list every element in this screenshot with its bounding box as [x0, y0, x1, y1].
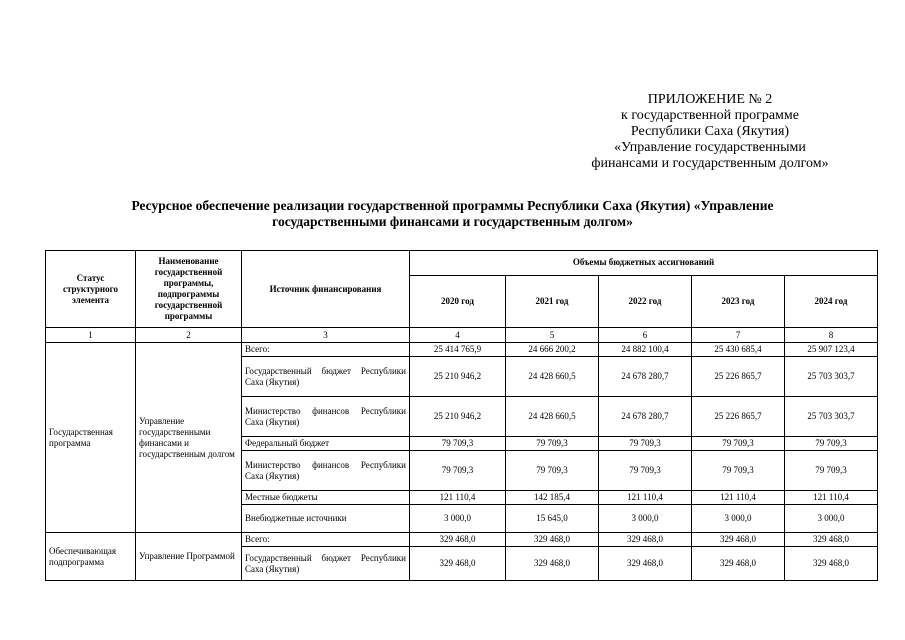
value-cell: 25 907 123,4: [785, 343, 878, 357]
header-year: 2024 год: [785, 275, 878, 327]
source-cell: Всего:: [242, 343, 410, 357]
value-cell: 329 468,0: [599, 533, 692, 547]
value-cell: 121 110,4: [599, 491, 692, 505]
appendix-line: Республики Саха (Якутия): [630, 124, 790, 139]
value-cell: 121 110,4: [785, 491, 878, 505]
value-cell: 79 709,3: [599, 451, 692, 491]
appendix-line: ПРИЛОЖЕНИЕ № 2: [647, 92, 773, 107]
document-title: [60, 198, 845, 230]
source-cell: Внебюджетные источники: [242, 505, 410, 533]
value-cell: 24 428 660,5: [506, 357, 599, 397]
header-year: 2023 год: [692, 275, 785, 327]
appendix-line: финансами и государственным долгом»: [591, 156, 829, 171]
title-line-1: Ресурсное обеспечение реализации государственной программы Республики Саха (Якутия) «Управление: [131, 198, 774, 213]
value-cell: 329 468,0: [506, 533, 599, 547]
value-cell: 79 709,3: [410, 437, 506, 451]
table-row: [46, 533, 878, 547]
resource-table: [45, 250, 878, 581]
value-cell: 25 226 865,7: [692, 357, 785, 397]
value-cell: 329 468,0: [599, 547, 692, 581]
source-cell: Государственный бюджет Республики Саха (Якутия): [242, 547, 410, 581]
column-number: 7: [692, 328, 785, 343]
value-cell: 25 210 946,2: [410, 397, 506, 437]
column-number: 2: [136, 328, 242, 343]
source-cell: Министерство финансов Республики Саха (Якутия): [242, 451, 410, 491]
value-cell: 24 666 200,2: [506, 343, 599, 357]
value-cell: 329 468,0: [410, 533, 506, 547]
value-cell: 24 678 280,7: [599, 357, 692, 397]
value-cell: 329 468,0: [692, 533, 785, 547]
column-number: 6: [599, 328, 692, 343]
value-cell: 24 882 100,4: [599, 343, 692, 357]
source-cell: Местные бюджеты: [242, 491, 410, 505]
column-number: 4: [410, 328, 506, 343]
column-number: 3: [242, 328, 410, 343]
appendix-header: [560, 92, 860, 172]
value-cell: 79 709,3: [599, 437, 692, 451]
value-cell: 79 709,3: [692, 451, 785, 491]
value-cell: 3 000,0: [785, 505, 878, 533]
header-name: Наименование государственной программы, подпрограммы государственной программы: [136, 251, 242, 328]
header-volumes: Объемы бюджетных ассигнований: [410, 251, 878, 276]
value-cell: 79 709,3: [692, 437, 785, 451]
value-cell: 25 703 303,7: [785, 397, 878, 437]
header-status: Статус структурного элемента: [46, 251, 136, 328]
header-year: 2022 год: [599, 275, 692, 327]
value-cell: 25 414 765,9: [410, 343, 506, 357]
value-cell: 329 468,0: [785, 533, 878, 547]
value-cell: 79 709,3: [410, 451, 506, 491]
header-source: Источник финансирования: [242, 251, 410, 328]
value-cell: 25 703 303,7: [785, 357, 878, 397]
value-cell: 329 468,0: [410, 547, 506, 581]
source-cell: Всего:: [242, 533, 410, 547]
value-cell: 142 185,4: [506, 491, 599, 505]
column-number-row: [46, 328, 878, 343]
value-cell: 329 468,0: [692, 547, 785, 581]
status-cell: Обеспечивающая подпрограмма: [46, 533, 136, 581]
source-cell: Федеральный бюджет: [242, 437, 410, 451]
table-row: [46, 343, 878, 357]
value-cell: 25 226 865,7: [692, 397, 785, 437]
value-cell: 24 678 280,7: [599, 397, 692, 437]
column-number: 8: [785, 328, 878, 343]
value-cell: 121 110,4: [410, 491, 506, 505]
header-year: 2020 год: [410, 275, 506, 327]
value-cell: 79 709,3: [506, 437, 599, 451]
value-cell: 3 000,0: [599, 505, 692, 533]
program-name-cell: Управление государственными финансами и государственным долгом: [136, 343, 242, 533]
program-name-cell: Управление Программой: [136, 533, 242, 581]
column-number: 1: [46, 328, 136, 343]
value-cell: 15 645,0: [506, 505, 599, 533]
value-cell: 79 709,3: [785, 437, 878, 451]
column-number: 5: [506, 328, 599, 343]
appendix-line: к государственной программе: [621, 108, 799, 123]
value-cell: 329 468,0: [506, 547, 599, 581]
value-cell: 3 000,0: [410, 505, 506, 533]
header-year: 2021 год: [506, 275, 599, 327]
value-cell: 24 428 660,5: [506, 397, 599, 437]
value-cell: 25 430 685,4: [692, 343, 785, 357]
value-cell: 79 709,3: [506, 451, 599, 491]
appendix-line: «Управление государственными: [614, 140, 806, 155]
title-line-2: государственными финансами и государственным долгом»: [272, 214, 633, 229]
source-cell: Министерство финансов Республики Саха (Якутия): [242, 397, 410, 437]
value-cell: 3 000,0: [692, 505, 785, 533]
value-cell: 121 110,4: [692, 491, 785, 505]
status-cell: Государственная программа: [46, 343, 136, 533]
value-cell: 79 709,3: [785, 451, 878, 491]
source-cell: Государственный бюджет Республики Саха (Якутия): [242, 357, 410, 397]
value-cell: 25 210 946,2: [410, 357, 506, 397]
value-cell: 329 468,0: [785, 547, 878, 581]
